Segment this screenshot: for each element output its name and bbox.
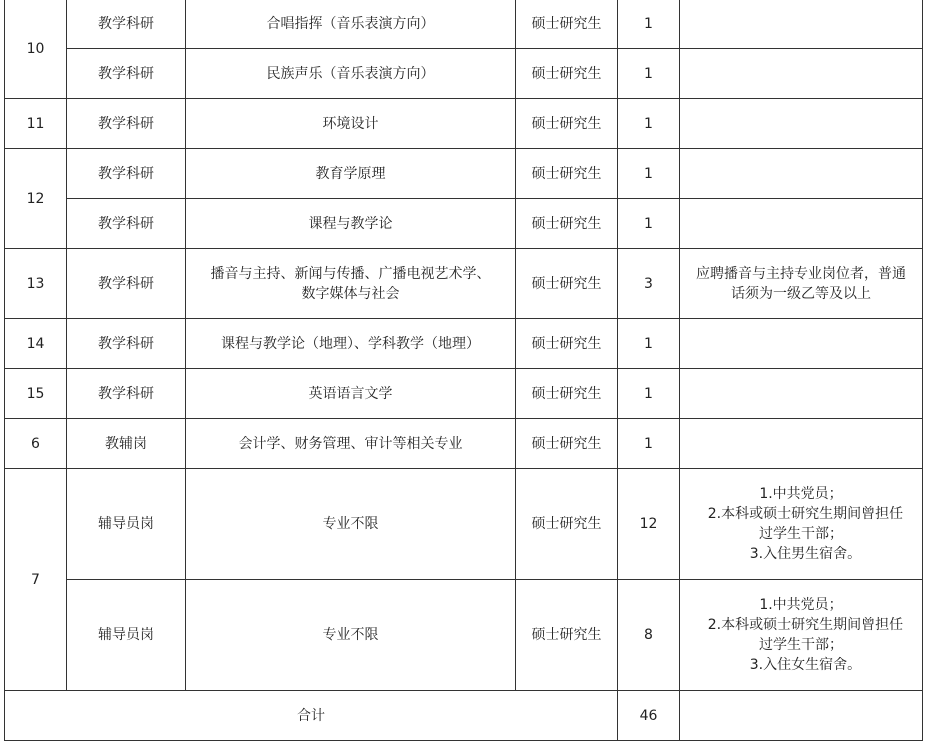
headcount: 1 [618,99,680,149]
degree: 硕士研究生 [516,149,618,199]
post-type: 教学科研 [67,319,186,369]
remark-line: 3.入住男生宿舍。 [740,546,862,562]
headcount: 1 [618,319,680,369]
remarks [680,691,923,741]
remarks [680,319,923,369]
degree: 硕士研究生 [516,580,618,691]
remarks [680,149,923,199]
seq-no: 14 [5,319,67,369]
degree: 硕士研究生 [516,49,618,99]
degree: 硕士研究生 [516,249,618,319]
table-row [5,199,923,249]
post-type: 辅导员岗 [67,580,186,691]
table-row [5,319,923,369]
table-row [5,0,923,49]
headcount: 3 [618,249,680,319]
headcount: 8 [618,580,680,691]
major-line: 播音与主持、新闻与传播、广播电视艺术学、 [210,265,491,282]
recruitment-table [4,0,923,741]
remark-line: 1.中共党员； [759,486,843,502]
table-row [5,249,923,319]
table-row [5,149,923,199]
remarks [680,419,923,469]
major [186,249,516,319]
degree: 硕士研究生 [516,469,618,580]
post-type: 教辅岗 [67,419,186,469]
total-label: 合计 [5,691,618,741]
table-row [5,49,923,99]
total-row [5,691,923,741]
remark-line: 话须为一级乙等及以上 [731,285,871,302]
seq-no: 13 [5,249,67,319]
post-type: 教学科研 [67,0,186,49]
degree: 硕士研究生 [516,419,618,469]
remark-line: 3.入住女生宿舍。 [740,657,862,673]
major-line: 数字媒体与社会 [301,285,400,302]
headcount: 1 [618,0,680,49]
post-type: 教学科研 [67,149,186,199]
total-count: 46 [618,691,680,741]
seq-no: 6 [5,419,67,469]
remarks [680,249,923,319]
table-row [5,369,923,419]
headcount: 1 [618,369,680,419]
table-row [5,99,923,149]
major: 民族声乐（音乐表演方向） [186,49,516,99]
remark-line: 2.本科或硕士研究生期间曾担任 [698,506,904,522]
seq-no: 15 [5,369,67,419]
remarks [680,199,923,249]
major: 专业不限 [186,469,516,580]
headcount: 1 [618,49,680,99]
remark-line: 应聘播音与主持专业岗位者，普通 [696,265,906,282]
headcount: 1 [618,199,680,249]
seq-no: 10 [5,0,67,99]
post-type: 教学科研 [67,369,186,419]
major: 英语语言文学 [186,369,516,419]
major: 教育学原理 [186,149,516,199]
headcount: 12 [618,469,680,580]
major: 环境设计 [186,99,516,149]
post-type: 辅导员岗 [67,469,186,580]
major: 合唱指挥（音乐表演方向） [186,0,516,49]
remark-line: 2.本科或硕士研究生期间曾担任 [698,617,904,633]
remarks [680,469,923,580]
degree: 硕士研究生 [516,0,618,49]
remarks [680,369,923,419]
degree: 硕士研究生 [516,99,618,149]
post-type: 教学科研 [67,49,186,99]
remarks [680,49,923,99]
major: 课程与教学论（地理）、学科教学（地理） [186,319,516,369]
degree: 硕士研究生 [516,199,618,249]
remark-line: 1.中共党员； [759,597,843,613]
seq-no: 12 [5,149,67,249]
remarks [680,580,923,691]
post-type: 教学科研 [67,199,186,249]
table-row [5,419,923,469]
seq-no: 7 [5,469,67,691]
major: 会计学、财务管理、审计等相关专业 [186,419,516,469]
remark-line: 过学生干部； [759,526,843,542]
major: 专业不限 [186,580,516,691]
post-type: 教学科研 [67,249,186,319]
table-row [5,469,923,580]
degree: 硕士研究生 [516,319,618,369]
remarks [680,0,923,49]
post-type: 教学科研 [67,99,186,149]
degree: 硕士研究生 [516,369,618,419]
headcount: 1 [618,149,680,199]
table-row [5,580,923,691]
remarks [680,99,923,149]
headcount: 1 [618,419,680,469]
seq-no: 11 [5,99,67,149]
major: 课程与教学论 [186,199,516,249]
remark-line: 过学生干部； [759,637,843,653]
